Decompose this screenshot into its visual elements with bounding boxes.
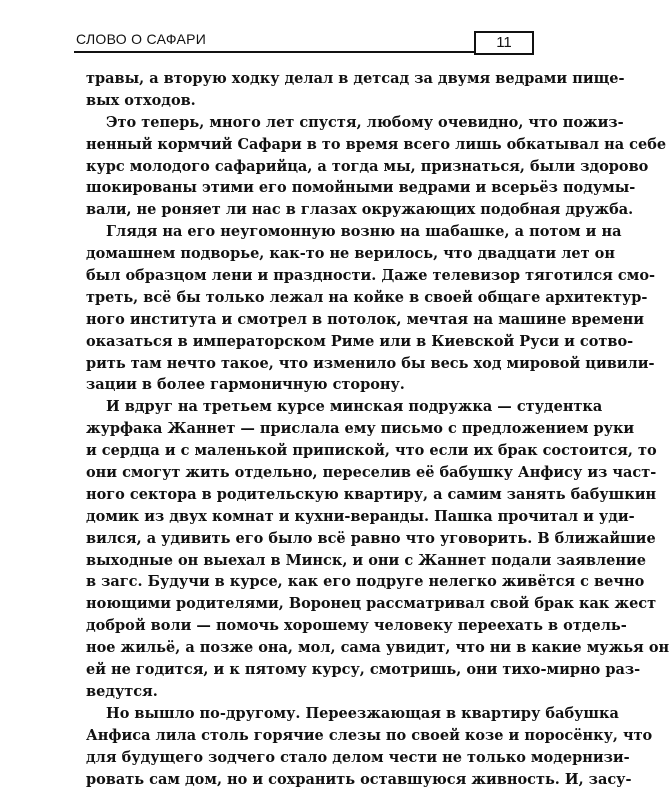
- text-line: они смогут жить отдельно, переселив её бабушку Анфису из част-: [86, 462, 516, 484]
- text-line: ного института и смотрел в потолок, мечтая на машине времени: [86, 309, 516, 331]
- text-line: И вдруг на третьем курсе минская подружка — студентка: [86, 396, 516, 418]
- text-line: журфака Жаннет — прислала ему письмо с предложением руки: [86, 418, 516, 440]
- running-title: СЛОВО О САФАРИ: [76, 31, 206, 47]
- body-text: [86, 68, 516, 790]
- text-line: шокированы этими его помойными ведрами и всерьёз подумы-: [86, 177, 516, 199]
- text-line: для будущего зодчего стало делом чести не только модернизи-: [86, 747, 516, 769]
- text-line: и сердца и с маленькой припиской, что если их брак состоится, то: [86, 440, 516, 462]
- running-header: [74, 31, 534, 57]
- text-line: ровать сам дом, но и сохранить оставшуюся живность. И, засу-: [86, 769, 516, 790]
- text-line: ей не годится, и к пятому курсу, смотришь, они тихо-мирно раз-: [86, 659, 516, 681]
- text-line: курс молодого сафарийца, а тогда мы, признаться, были здорово: [86, 156, 516, 178]
- text-line: ное жильё, а позже она, мол, сама увидит, что ни в какие мужья он: [86, 637, 516, 659]
- text-line: ненный кормчий Сафари в то время всего лишь обкатывал на себе: [86, 134, 516, 156]
- text-line: зации в более гармоничную сторону.: [86, 374, 516, 396]
- text-line: рить там нечто такое, что изменило бы весь ход мировой цивили-: [86, 353, 516, 375]
- text-line: домашнем подворье, как-то не верилось, что двадцати лет он: [86, 243, 516, 265]
- text-line: ведутся.: [86, 681, 516, 703]
- text-line: был образцом лени и праздности. Даже телевизор тяготился смо-: [86, 265, 516, 287]
- text-line: в загс. Будучи в курсе, как его подруге нелегко живётся с вечно: [86, 571, 516, 593]
- text-line: Глядя на его неугомонную возню на шабашке, а потом и на: [86, 221, 516, 243]
- text-line: доброй воли — помочь хорошему человеку переехать в отдель-: [86, 615, 516, 637]
- text-line: Это теперь, много лет спустя, любому очевидно, что пожиз-: [86, 112, 516, 134]
- text-line: вился, а удивить его было всё равно что уговорить. В ближайшие: [86, 528, 516, 550]
- text-line: травы, а вторую ходку делал в детсад за двумя ведрами пище-: [86, 68, 516, 90]
- text-line: Анфиса лила столь горячие слезы по своей козе и поросёнку, что: [86, 725, 516, 747]
- text-line: Но вышло по-другому. Переезжающая в квартиру бабушка: [86, 703, 516, 725]
- header-rule: [74, 51, 474, 53]
- text-line: ноющими родителями, Воронец рассматривал свой брак как жест: [86, 593, 516, 615]
- text-line: домик из двух комнат и кухни-веранды. Пашка прочитал и уди-: [86, 506, 516, 528]
- page-number: 11: [474, 31, 534, 55]
- text-line: вых отходов.: [86, 90, 516, 112]
- text-line: треть, всё бы только лежал на койке в своей общаге архитектур-: [86, 287, 516, 309]
- text-line: ного сектора в родительскую квартиру, а самим занять бабушкин: [86, 484, 516, 506]
- text-line: вали, не роняет ли нас в глазах окружающих подобная дружба.: [86, 199, 516, 221]
- text-line: оказаться в императорском Риме или в Киевской Руси и сотво-: [86, 331, 516, 353]
- text-line: выходные он выехал в Минск, и они с Жаннет подали заявление: [86, 550, 516, 572]
